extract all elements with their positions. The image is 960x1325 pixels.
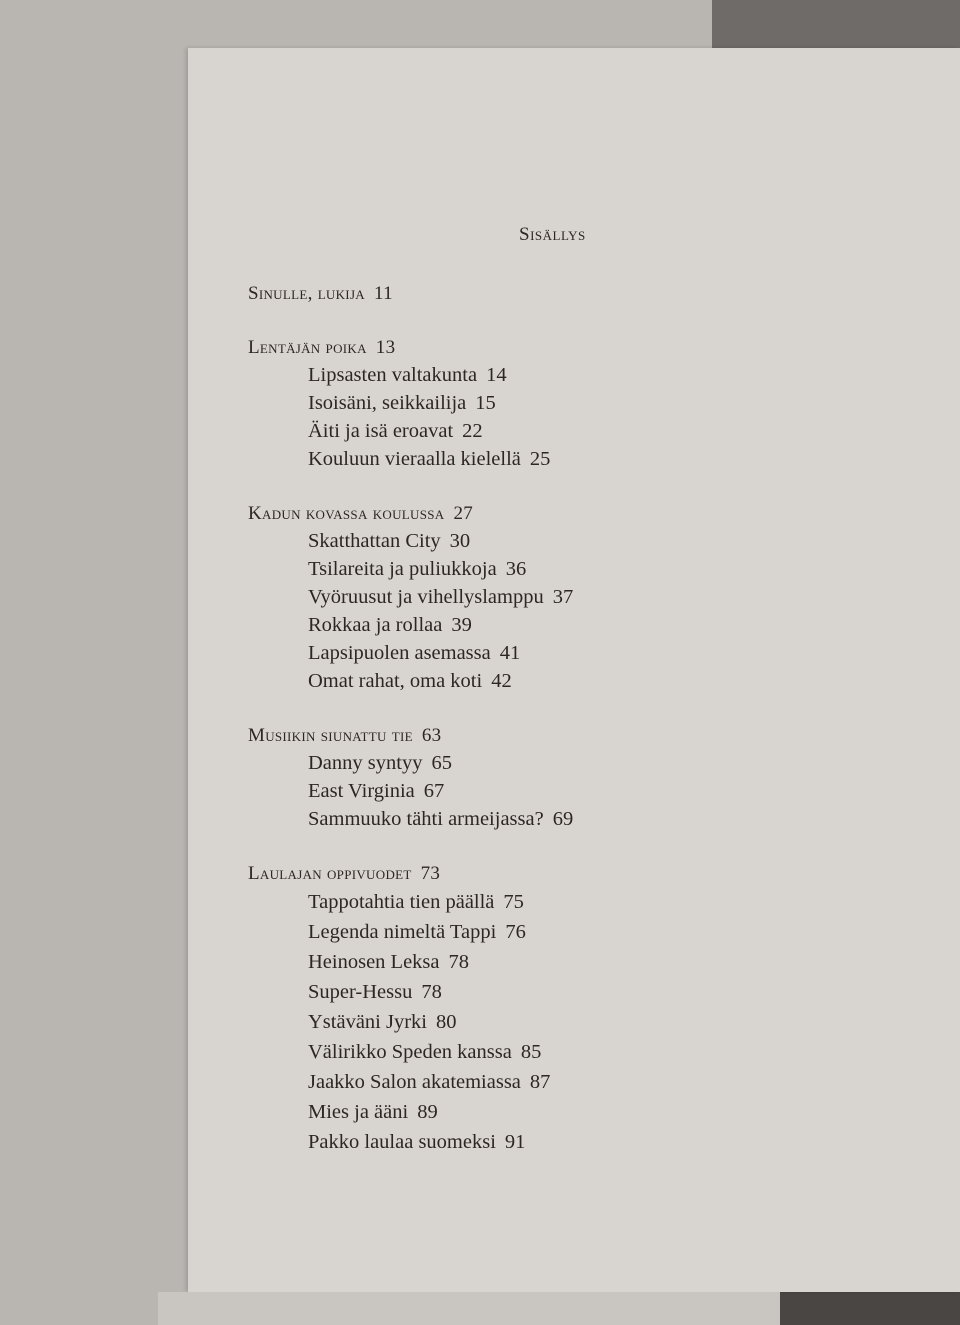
entry-title: Super-Hessu [308, 981, 413, 1003]
section-page-number: 27 [453, 503, 474, 524]
toc-section [248, 722, 573, 833]
entry-page-number: 76 [505, 921, 526, 943]
toc-section [248, 500, 573, 695]
entry-title: Lapsipuolen asemassa [308, 642, 491, 664]
toc-entry [308, 887, 573, 917]
section-title: Lentäjän poika [248, 337, 367, 358]
entry-title: Vyöruusut ja vihellyslamppu [308, 586, 544, 608]
entry-page-number: 91 [504, 1131, 526, 1153]
background-bottom [780, 1292, 960, 1325]
entry-title: Pakko laulaa suomeksi [308, 1131, 496, 1153]
entry-title: Äiti ja isä eroavat [308, 420, 454, 442]
toc-title: Sisällys [519, 224, 586, 245]
entry-title: Rokkaa ja rollaa [308, 614, 443, 636]
entry-title: Kouluun vieraalla kielellä [308, 448, 521, 470]
entry-page-number: 15 [475, 392, 496, 414]
table-of-contents [248, 280, 573, 1184]
entry-page-number: 87 [529, 1071, 551, 1093]
toc-entry [308, 639, 573, 667]
entry-page-number: 22 [462, 420, 483, 442]
toc-entry [308, 667, 573, 695]
toc-entry [308, 805, 573, 833]
section-heading [248, 860, 573, 887]
entry-title: Sammuuko tähti armeijassa? [308, 808, 544, 830]
section-page-number: 63 [421, 725, 442, 746]
section-page-number: 13 [375, 337, 396, 358]
toc-entry [308, 1037, 573, 1067]
toc-entry [308, 583, 573, 611]
toc-section [248, 280, 573, 307]
entry-title: Jaakko Salon akatemiassa [308, 1071, 521, 1093]
section-title: Kadun kovassa koulussa [248, 503, 445, 524]
toc-entry [308, 749, 573, 777]
section-title: Sinulle, lukija [248, 283, 365, 304]
toc-entry [308, 611, 573, 639]
toc-section [248, 860, 573, 1157]
toc-entry [308, 1127, 573, 1157]
entry-title: Tappotahtia tien päällä [308, 891, 495, 913]
entry-page-number: 85 [520, 1041, 542, 1063]
section-page-number: 73 [420, 863, 441, 884]
toc-entry [308, 417, 573, 445]
section-heading [248, 722, 573, 749]
section-title: Laulajan oppivuodet [248, 863, 412, 884]
entry-page-number: 36 [505, 558, 527, 580]
entry-page-number: 30 [449, 530, 471, 552]
section-heading [248, 500, 573, 527]
entry-title: Lipsasten valtakunta [308, 364, 478, 386]
entry-page-number: 42 [491, 670, 512, 692]
toc-entry [308, 777, 573, 805]
entry-page-number: 89 [417, 1101, 438, 1123]
toc-entry [308, 977, 573, 1007]
entry-page-number: 41 [499, 642, 521, 664]
section-heading [248, 334, 573, 361]
entry-title: Danny syntyy [308, 752, 423, 774]
entry-title: Omat rahat, oma koti [308, 670, 483, 692]
toc-entry [308, 527, 573, 555]
section-page-number: 11 [374, 283, 393, 304]
entry-title: Legenda nimeltä Tappi [308, 921, 497, 943]
entry-page-number: 25 [529, 448, 551, 470]
entry-page-number: 75 [503, 891, 524, 913]
entry-title: Skatthattan City [308, 530, 441, 552]
entry-page-number: 65 [431, 752, 452, 774]
toc-entry [308, 1097, 573, 1127]
toc-entry [308, 361, 573, 389]
entry-page-number: 80 [436, 1011, 457, 1033]
page-edge [158, 1292, 780, 1325]
entry-page-number: 78 [421, 981, 442, 1003]
entry-page-number: 78 [448, 951, 469, 973]
entry-title: Ystäväni Jyrki [308, 1011, 427, 1033]
toc-entry [308, 555, 573, 583]
background-corner [712, 0, 960, 48]
toc-entry [308, 1007, 573, 1037]
section-heading [248, 280, 573, 307]
toc-entry [308, 917, 573, 947]
entry-title: Isoisäni, seikkailija [308, 392, 467, 414]
entry-page-number: 67 [423, 780, 445, 802]
entry-title: Tsilareita ja puliukkoja [308, 558, 497, 580]
entry-title: Välirikko Speden kanssa [308, 1041, 512, 1063]
entry-title: Mies ja ääni [308, 1101, 409, 1123]
entry-page-number: 37 [552, 586, 574, 608]
toc-section [248, 334, 573, 473]
entry-page-number: 14 [486, 364, 507, 386]
section-title: Musiikin siunattu tie [248, 725, 413, 746]
toc-entry [308, 445, 573, 473]
toc-entry [308, 947, 573, 977]
entry-title: East Virginia [308, 780, 415, 802]
toc-entry [308, 1067, 573, 1097]
entry-page-number: 39 [451, 614, 472, 636]
entry-page-number: 69 [552, 808, 574, 830]
toc-entry [308, 389, 573, 417]
entry-title: Heinosen Leksa [308, 951, 440, 973]
